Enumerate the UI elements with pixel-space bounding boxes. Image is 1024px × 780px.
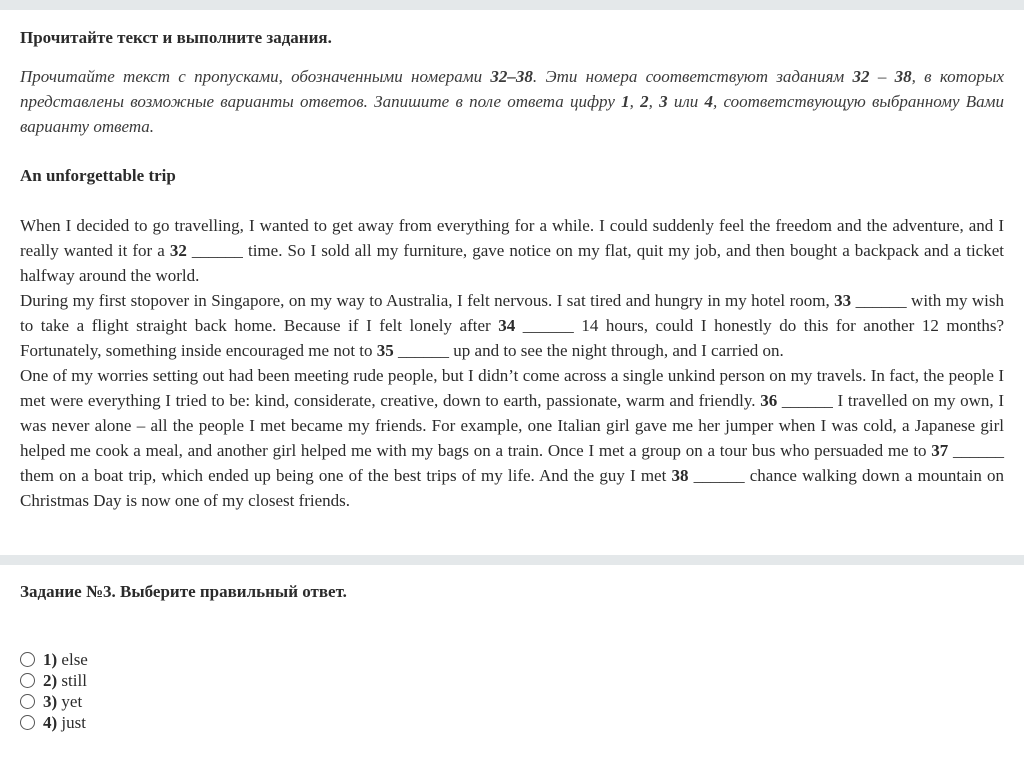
paragraph-3 [20,363,1004,513]
text-part: When I decided to go travelling, I wanted to get away from everything for a while. I could suddenly feel the freedom and the adventure, and I really wanted it for a [20,216,1004,260]
gap-number-36: 36 [760,391,778,410]
answer-option-1[interactable] [20,649,1004,670]
text-part: During my first stopover in Singapore, on my way to Australia, I felt nervous. I sat tired and hungry in my hotel room, [20,291,835,310]
text-part: ______ them on a boat trip, which ended up being one of the best trips of my life. And the guy I met [20,441,1005,485]
gap-number-32: 32 [169,241,187,260]
paragraph-2 [20,288,1004,363]
text-part: ______ with my wish to take a flight straight back home. Because if I felt lonely after [20,291,1005,335]
instruction-number: 38 [894,67,912,86]
task-heading: Задание №3. Выберите правильный ответ. [20,582,347,601]
answer-option-3[interactable] [20,691,1004,712]
option-label [43,649,88,670]
answer-option-2[interactable] [20,670,1004,691]
instruction-part: , [629,92,641,111]
option-label [43,691,82,712]
radio-button[interactable] [20,652,35,667]
radio-button[interactable] [20,715,35,730]
instruction-number: 3 [659,92,668,111]
option-text: yet [57,692,83,711]
instruction-number: 32 [852,67,870,86]
instruction-part: Прочитайте текст с пропусками, обозначенными номерами [20,67,491,86]
section-divider [0,555,1024,565]
radio-button[interactable] [20,694,35,709]
instruction-part: , [648,92,660,111]
option-text: else [57,650,88,669]
instruction-part: , соответствующую выбранному Вами варианту ответа. [20,92,1005,136]
option-label [43,712,86,733]
instruction-part: , в которых представлены возможные варианты ответов. Запишите в поле ответа цифру [20,67,1004,111]
text-part: ______ up and to see the night through, and I carried on. [393,341,784,360]
option-number: 4) [43,713,58,732]
text-part: One of my worries setting out had been meeting rude people, but I didn’t come across a single unkind person on my travels. In fact, the people I met were everything I tried to be: kind, considerate, creative, down to earth, passionate, warm and friendly. [20,366,1004,410]
option-number: 2) [43,671,58,690]
text-part: ______ time. So I sold all my furniture, gave notice on my flat, quit my job, and then bought a backpack and a ticket halfway around the world. [20,241,1005,285]
instruction-number: 4 [704,92,713,111]
gap-number-33: 33 [834,291,852,310]
answer-option-4[interactable] [20,712,1004,733]
gap-number-34: 34 [498,316,516,335]
gap-number-35: 35 [376,341,394,360]
instruction-number: 2 [640,92,649,111]
page-heading: Прочитайте текст и выполните задания. [20,28,332,47]
radio-button[interactable] [20,673,35,688]
option-number: 3) [43,692,58,711]
gap-number-38: 38 [671,466,689,485]
text-part: ______ I travelled on my own, I was never alone – all the people I met became my friends. For example, one Italian girl gave me her jumper when I was cold, a Japanese girl helped me cook a meal, and another girl helped me with my bags on a train. Once I met a group on a tour bus who persuaded me to [20,391,1004,460]
reading-card [0,27,1024,513]
option-number: 1) [43,650,58,669]
instruction-part: – [869,67,895,86]
paragraph-1 [20,213,1004,288]
option-text: just [57,713,86,732]
instruction-part: . Эти номера соответствуют заданиям [532,67,853,86]
text-part: ______ chance walking down a mountain on Christmas Day is now one of my closest friends. [20,466,1004,510]
reading-text [20,213,1004,513]
instruction-number: 1 [621,92,630,111]
question-card [0,581,1024,733]
answer-options [20,649,1004,733]
instruction-text [20,64,1004,139]
instruction-part: или [667,92,705,111]
text-title: An unforgettable trip [20,166,176,185]
instruction-range: 32–38 [490,67,533,86]
top-divider-bar [0,0,1024,10]
option-text: still [57,671,87,690]
option-label [43,670,87,691]
gap-number-37: 37 [931,441,949,460]
text-part: ______ 14 hours, could I honestly do this for another 12 months? Fortunately, something inside encouraged me not to [20,316,1004,360]
